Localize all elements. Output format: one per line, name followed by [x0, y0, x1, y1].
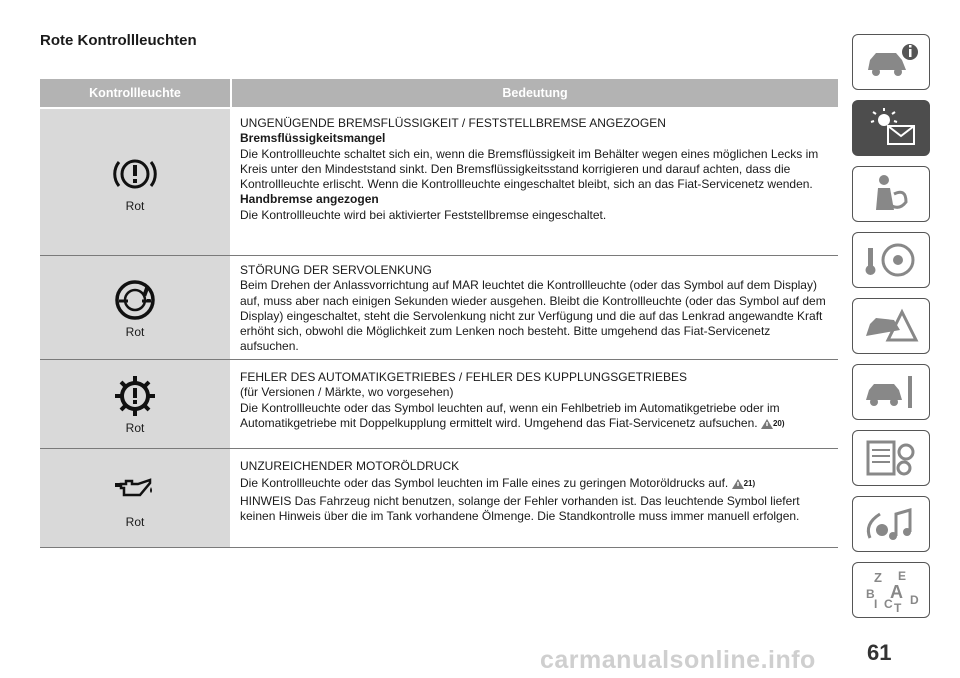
warning-reference[interactable]	[761, 416, 785, 431]
row-text	[240, 401, 828, 432]
lamp-cell	[40, 109, 230, 255]
car-info-icon	[860, 40, 922, 84]
lamp-cell	[40, 449, 230, 547]
warning-triangle-icon	[732, 479, 744, 489]
row-text-body: Die Kontrollleuchte oder das Symbol leuchten im Falle eines zu geringen Motoröldrucks auf.	[240, 476, 729, 491]
safety-airbag-icon	[860, 172, 922, 216]
dashboard-lights-icon	[860, 106, 922, 150]
lamp-color-label: Rot	[125, 515, 145, 529]
row-text: Die Kontrollleuchte wird bei aktivierter Feststellbremse eingeschaltet.	[240, 207, 607, 222]
table-row	[40, 256, 838, 360]
index-letter: B	[866, 587, 875, 601]
page-title: Rote Kontrollleuchten	[40, 32, 197, 49]
row-subheading: Handbremse angezogen	[240, 192, 379, 207]
tab-technical-data[interactable]	[852, 430, 930, 486]
table-row	[40, 109, 838, 256]
index-letter: D	[910, 593, 919, 607]
meaning-cell	[230, 449, 838, 547]
header-col-meaning: Bedeutung	[232, 79, 838, 107]
warning-light-table	[40, 79, 838, 548]
warning-ref-number: 21)	[743, 479, 756, 489]
technical-data-icon	[860, 436, 922, 480]
row-text: Beim Drehen der Anlassvorrichtung auf MAR leuchtet die Kontrollleuchte (oder das Symbol auf dem Display) auf, muss aber nach einigen Sekunden wieder ausgehen. Bleibt die Kontrollleuchte (oder das Symbol auf dem Display) eingeschaltet, steht die Servolenkung nicht zur Verfügung und die auf das Lenkrad angewandte Kraft erhöht sich, obwohl die Möglichkeit zum Lenken noch besteht. Bitte umgehend das Fiat-Servicenetz aufsuchen.	[240, 278, 826, 354]
row-text-body: Die Kontrollleuchte oder das Symbol leuchten auf, wenn ein Fehlbetrieb im Automatikgetriebe oder im Automatikgetriebe mit Doppelkupplung ermittelt wird. Umgehend das Fiat-Servicenetz aufsuchen.	[240, 400, 780, 430]
row-heading: UNZUREICHENDER MOTORÖLDRUCK	[240, 459, 460, 473]
index-letter: Z	[874, 570, 882, 585]
meaning-cell	[230, 360, 838, 448]
lamp-color-label: Rot	[125, 199, 145, 213]
lamp-cell	[40, 256, 230, 359]
lamp-cell	[40, 360, 230, 448]
meaning-cell	[230, 256, 838, 359]
table-header	[40, 79, 838, 107]
emergency-breakdown-icon	[860, 304, 922, 348]
row-subheading: Bremsflüssigkeitsmangel	[240, 131, 386, 146]
chapter-sidebar	[852, 34, 930, 628]
header-col-lamp: Kontrollleuchte	[40, 79, 230, 107]
row-heading: STÖRUNG DER SERVOLENKUNG	[240, 263, 432, 277]
tab-dashboard-lights[interactable]	[852, 100, 930, 156]
index-letter: T	[894, 601, 902, 612]
multimedia-icon	[860, 502, 922, 546]
table-row	[40, 360, 838, 449]
tab-maintenance[interactable]	[852, 364, 930, 420]
brake-warning-icon	[112, 151, 158, 197]
page-number: 61	[867, 640, 892, 665]
table-row	[40, 449, 838, 548]
warning-triangle-icon	[761, 419, 773, 429]
watermark: carmanualsonline.info	[540, 646, 816, 674]
steering-key-icon	[860, 238, 922, 282]
lamp-color-label: Rot	[125, 324, 145, 339]
row-text: Die Kontrollleuchte schaltet sich ein, wenn die Bremsflüssigkeit im Behälter wegen eines möglichen Lecks im Kreis unter den Mindeststand sinkt. Den Bremsflüssigkeitsstand korrigieren und darauf achten, dass die Kontrollleuchte erlischt. Wenn die Kontrollleuchte eingeschaltet bleibt, sich an das Fiat-Servicenetz wenden.	[240, 146, 819, 192]
meaning-cell	[230, 109, 838, 255]
warning-reference[interactable]	[732, 476, 756, 491]
maintenance-car-icon	[860, 370, 922, 414]
index-letter: I	[874, 597, 878, 611]
row-heading: FEHLER DES AUTOMATIKGETRIEBES / FEHLER DES KUPPLUNGSGETRIEBES	[240, 370, 687, 384]
power-steering-warning-icon	[112, 277, 158, 323]
tab-multimedia[interactable]	[852, 496, 930, 552]
tab-emergency[interactable]	[852, 298, 930, 354]
tab-car-info[interactable]	[852, 34, 930, 90]
tab-starting-driving[interactable]	[852, 232, 930, 288]
gearbox-fault-icon	[112, 373, 158, 419]
warning-ref-number: 20)	[772, 419, 785, 429]
index-letter: E	[898, 569, 907, 583]
row-note: (für Versionen / Märkte, wo vorgesehen)	[240, 385, 454, 400]
tab-safety[interactable]	[852, 166, 930, 222]
lamp-color-label: Rot	[125, 421, 145, 435]
index-alphabet-icon	[860, 568, 922, 612]
row-text: HINWEIS Das Fahrzeug nicht benutzen, solange der Fehler vorhanden ist. Das leuchtende Symbol liefert keinen Hinweis über die im Tank vorhandene Ölmenge. Die Standkontrolle muss immer manuell erfolgen.	[240, 493, 800, 524]
oil-pressure-icon	[112, 467, 158, 513]
tab-index[interactable]	[852, 562, 930, 618]
index-letter: C	[884, 597, 893, 611]
row-text	[240, 476, 828, 492]
index-letter: A	[890, 582, 903, 602]
row-heading: UNGENÜGENDE BREMSFLÜSSIGKEIT / FESTSTELLBREMSE ANGEZOGEN	[240, 116, 666, 130]
